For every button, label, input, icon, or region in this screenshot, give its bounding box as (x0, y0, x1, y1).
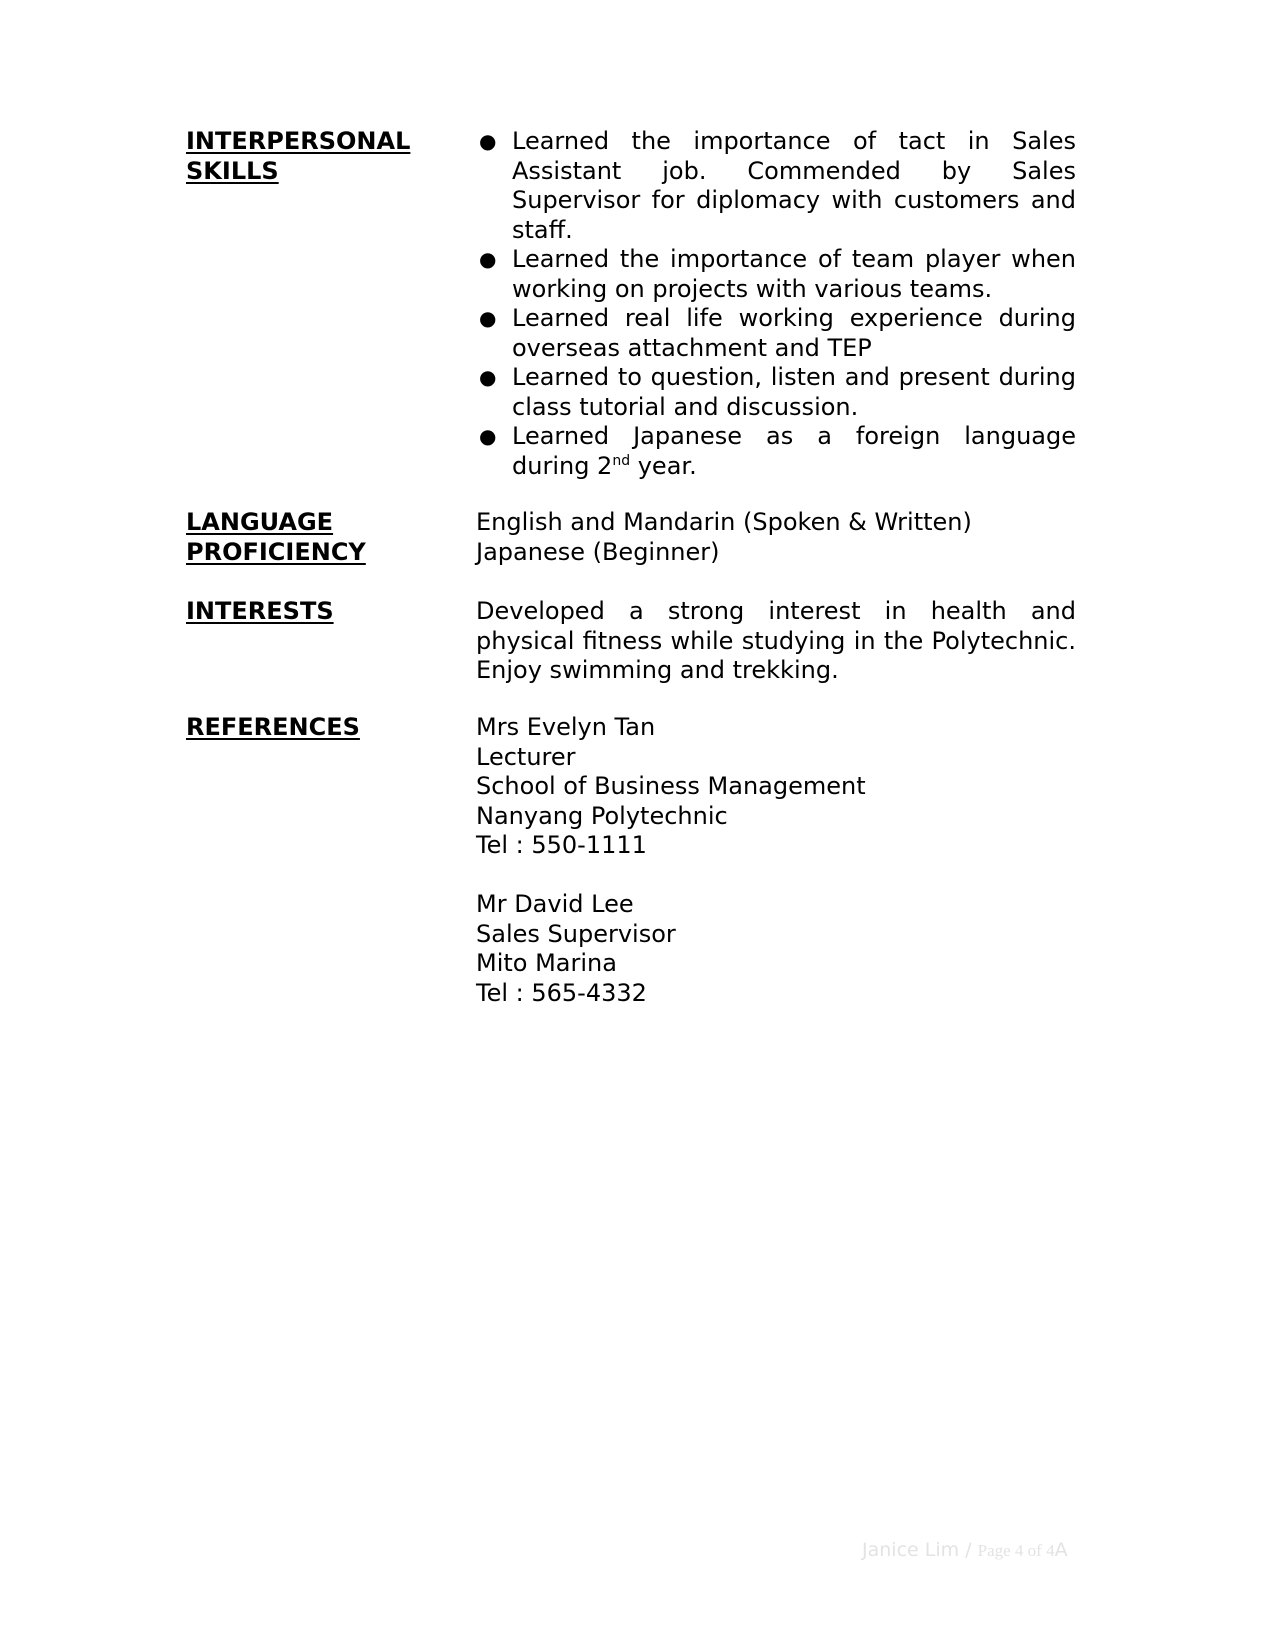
page-footer (862, 1539, 1068, 1561)
list-item (476, 127, 1076, 245)
list-item (476, 422, 1076, 481)
heading-line: REFERENCES (186, 713, 360, 741)
interests-text: Developed a strong interest in health and physical fitness while studying in the Polytechnic. Enjoy swimming and trekking. (476, 597, 1076, 684)
reference-organization: Nanyang Polytechnic (476, 801, 728, 830)
bullet-text: Learned to question, listen and present during class tutorial and discussion. (512, 363, 1076, 421)
interpersonal-skills-section (186, 127, 1076, 480)
bullet-text: Learned real life working experience during overseas attachment and TEP (512, 304, 1076, 362)
interpersonal-skills-heading (186, 127, 456, 186)
list-item (476, 245, 1076, 304)
interpersonal-skills-content (476, 127, 1076, 481)
reference-name: Mr David Lee (476, 890, 634, 918)
reference-phone: Tel : 550-1111 (476, 831, 647, 859)
language-proficiency-heading (186, 508, 456, 567)
list-item (476, 304, 1076, 363)
bullet-icon: ● (479, 306, 497, 330)
references-content (476, 713, 1076, 1008)
reference-department: School of Business Management (476, 772, 866, 800)
bullet-text: Learned the importance of team player when working on projects with various teams. (512, 245, 1076, 303)
heading-line: PROFICIENCY (186, 537, 366, 566)
footer-page-number: Page 4 of 4 (977, 1541, 1055, 1560)
language-proficiency-content (476, 508, 1076, 567)
bullet-text: Learned the importance of tact in Sales Assistant job. Commended by Sales Supervisor for diplomacy with customers and staff. (512, 127, 1076, 244)
references-section (186, 713, 1076, 1013)
heading-line: INTERPERSONAL (186, 127, 411, 155)
reference-phone: Tel : 565-4332 (476, 978, 647, 1007)
reference-entry (476, 713, 1076, 861)
language-proficiency-section (186, 508, 1076, 570)
heading-line: LANGUAGE (186, 508, 334, 536)
footer-suffix: A (1054, 1539, 1068, 1561)
skills-bullet-list (476, 127, 1076, 481)
bullet-text-part: Learned Japanese as a foreign language during 2 (512, 422, 1076, 480)
interests-section (186, 597, 1076, 689)
bullet-icon: ● (479, 129, 497, 153)
bullet-icon: ● (479, 424, 497, 448)
list-item (476, 363, 1076, 422)
heading-line: SKILLS (186, 156, 279, 185)
bullet-text-part: year. (630, 451, 697, 480)
reference-entry (476, 890, 1076, 1008)
language-line: English and Mandarin (Spoken & Written) (476, 508, 972, 536)
reference-organization: Mito Marina (476, 949, 617, 977)
footer-name: Janice Lim / (862, 1539, 978, 1561)
bullet-text (512, 422, 1076, 480)
reference-title: Sales Supervisor (476, 919, 676, 948)
heading-line: INTERESTS (186, 597, 334, 625)
reference-title: Lecturer (476, 742, 576, 771)
bullet-icon: ● (479, 247, 497, 271)
reference-name: Mrs Evelyn Tan (476, 713, 656, 741)
references-heading (186, 713, 456, 743)
language-line: Japanese (Beginner) (476, 537, 720, 566)
ordinal-suffix: nd (612, 452, 631, 469)
bullet-icon: ● (479, 365, 497, 389)
interests-heading (186, 597, 456, 627)
